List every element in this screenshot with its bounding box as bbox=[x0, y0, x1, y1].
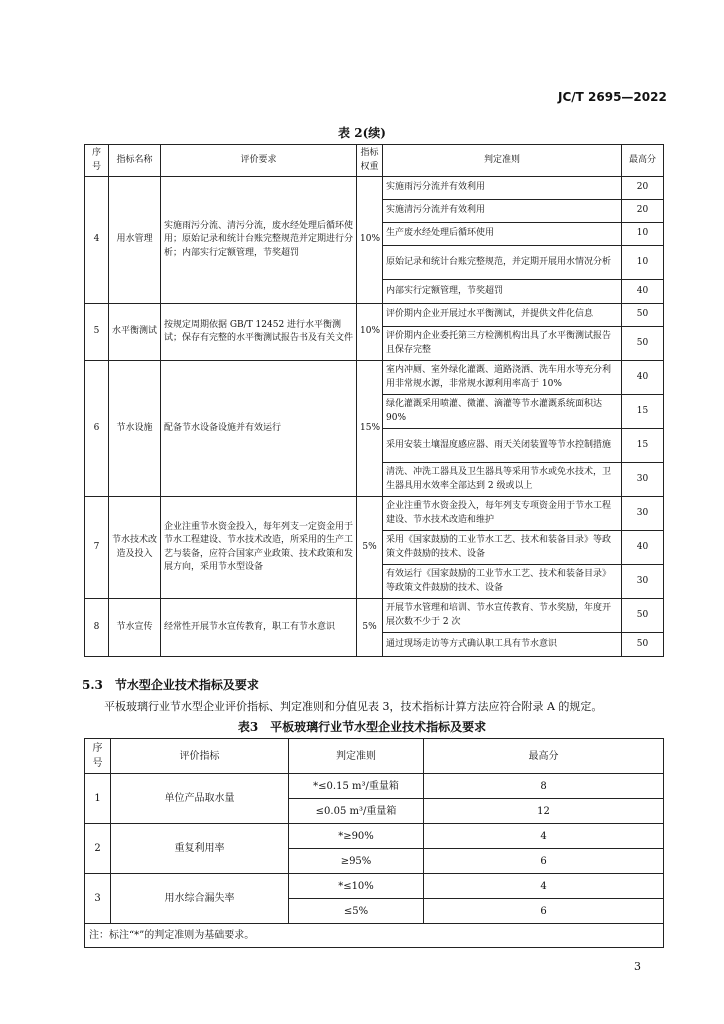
table3-header-row bbox=[85, 739, 664, 774]
indicator-weight: 5% bbox=[357, 599, 383, 657]
table-row bbox=[85, 361, 664, 395]
max-score: 10 bbox=[622, 223, 664, 246]
evaluation-requirement: 配备节水设备设施并有效运行 bbox=[161, 361, 357, 497]
criterion: 开展节水管理和培训、节水宣传教育、节水奖励，年度开展次数不少于 2 次 bbox=[383, 599, 622, 633]
table3-header-criterion: 判定准则 bbox=[289, 739, 424, 774]
max-score: 20 bbox=[622, 200, 664, 223]
max-score: 15 bbox=[622, 395, 664, 429]
item-number: 6 bbox=[85, 361, 109, 497]
table2-caption: 表 2(续) bbox=[338, 126, 386, 140]
table3-header-indicator: 评价指标 bbox=[111, 739, 289, 774]
table2-header-name: 指标名称 bbox=[109, 145, 161, 177]
table3-note-row bbox=[85, 924, 664, 948]
criterion: 绿化灌溉采用喷灌、微灌、滴灌等节水灌溉系统面积达 90% bbox=[383, 395, 622, 429]
table-row bbox=[85, 774, 664, 799]
item-number: 8 bbox=[85, 599, 109, 657]
criterion: 清洗、冲洗工器具及卫生器具等采用节水或免水技术，卫生器具用水效率全部达到 2 级或以上 bbox=[383, 463, 622, 497]
table3 bbox=[84, 738, 664, 948]
table2-header-weight: 指标权重 bbox=[357, 145, 383, 177]
max-score: 12 bbox=[424, 799, 664, 824]
max-score: 6 bbox=[424, 899, 664, 924]
item-number: 4 bbox=[85, 177, 109, 304]
criterion: 企业注重节水资金投入，每年列支专项资金用于节水工程建设、节水技术改造和维护 bbox=[383, 497, 622, 531]
table2-header-row bbox=[85, 145, 664, 177]
indicator-weight: 15% bbox=[357, 361, 383, 497]
indicator-weight: 5% bbox=[357, 497, 383, 599]
indicator-weight: 10% bbox=[357, 304, 383, 361]
evaluation-requirement: 企业注重节水资金投入，每年列支一定资金用于节水工程建设、节水技术改造，所采用的生产工艺与装备，应符合国家产业政策、技术政策和发展方向，采用节水型设备 bbox=[161, 497, 357, 599]
max-score: 10 bbox=[622, 246, 664, 280]
max-score: 50 bbox=[622, 599, 664, 633]
evaluation-requirement: 实施雨污分流、清污分流，废水经处理后循环使用；原始记录和统计台账完整规范并定期进行分析；内部实行定额管理，节奖超罚 bbox=[161, 177, 357, 304]
criterion: ≤0.05 m³/重量箱 bbox=[289, 799, 424, 824]
max-score: 8 bbox=[424, 774, 664, 799]
standard-code: JC/T 2695—2022 bbox=[558, 90, 667, 104]
max-score: 20 bbox=[622, 177, 664, 200]
item-number: 2 bbox=[85, 824, 111, 874]
item-number: 3 bbox=[85, 874, 111, 924]
criterion: 采用《国家鼓励的工业节水工艺、技术和装备目录》等政策文件鼓励的技术、设备 bbox=[383, 531, 622, 565]
max-score: 4 bbox=[424, 874, 664, 899]
item-number: 1 bbox=[85, 774, 111, 824]
table3-header-score: 最高分 bbox=[424, 739, 664, 774]
criterion: 生产废水经处理后循环使用 bbox=[383, 223, 622, 246]
criterion: *≤0.15 m³/重量箱 bbox=[289, 774, 424, 799]
max-score: 15 bbox=[622, 429, 664, 463]
max-score: 30 bbox=[622, 497, 664, 531]
criterion: 原始记录和统计台账完整规范，并定期开展用水情况分析 bbox=[383, 246, 622, 280]
criterion: *≤10% bbox=[289, 874, 424, 899]
indicator-name: 重复利用率 bbox=[111, 824, 289, 874]
indicator-name: 节水设施 bbox=[109, 361, 161, 497]
item-number: 5 bbox=[85, 304, 109, 361]
table2 bbox=[84, 144, 664, 657]
table-row bbox=[85, 304, 664, 327]
criterion: 评价期内企业委托第三方检测机构出具了水平衡测试报告且保存完整 bbox=[383, 327, 622, 361]
table-row bbox=[85, 177, 664, 200]
criterion: 评价期内企业开展过水平衡测试，并提供文件化信息 bbox=[383, 304, 622, 327]
criterion: 内部实行定额管理，节奖超罚 bbox=[383, 280, 622, 304]
max-score: 50 bbox=[622, 304, 664, 327]
indicator-name: 单位产品取水量 bbox=[111, 774, 289, 824]
criterion: 实施雨污分流并有效利用 bbox=[383, 177, 622, 200]
indicator-name: 水平衡测试 bbox=[109, 304, 161, 361]
section-paragraph: 平板玻璃行业节水型企业评价指标、判定准则和分值见表 3，技术指标计算方法应符合附录 A 的规定。 bbox=[104, 700, 603, 713]
section-heading: 5.3 节水型企业技术指标及要求 bbox=[82, 678, 259, 692]
max-score: 30 bbox=[622, 565, 664, 599]
max-score: 6 bbox=[424, 849, 664, 874]
table3-header-no: 序号 bbox=[85, 739, 111, 774]
criterion: *≥90% bbox=[289, 824, 424, 849]
table-row bbox=[85, 824, 664, 849]
table-row bbox=[85, 599, 664, 633]
max-score: 40 bbox=[622, 531, 664, 565]
evaluation-requirement: 按规定周期依据 GB/T 12452 进行水平衡测试；保存有完整的水平衡测试报告书及有关文件 bbox=[161, 304, 357, 361]
table3-caption: 表3 平板玻璃行业节水型企业技术指标及要求 bbox=[237, 720, 487, 734]
criterion: 采用安装土壤湿度感应器、雨天关闭装置等节水控制措施 bbox=[383, 429, 622, 463]
indicator-weight: 10% bbox=[357, 177, 383, 304]
table3-note: 注：标注“*”的判定准则为基础要求。 bbox=[85, 924, 664, 948]
page-number: 3 bbox=[634, 960, 641, 973]
table2-header-requirement: 评价要求 bbox=[161, 145, 357, 177]
criterion: ≤5% bbox=[289, 899, 424, 924]
criterion: 通过现场走访等方式确认职工具有节水意识 bbox=[383, 633, 622, 657]
indicator-name: 用水综合漏失率 bbox=[111, 874, 289, 924]
table2-header-score: 最高分 bbox=[622, 145, 664, 177]
table2-header-criterion: 判定准则 bbox=[383, 145, 622, 177]
max-score: 40 bbox=[622, 361, 664, 395]
criterion: ≥95% bbox=[289, 849, 424, 874]
max-score: 40 bbox=[622, 280, 664, 304]
item-number: 7 bbox=[85, 497, 109, 599]
max-score: 50 bbox=[622, 633, 664, 657]
max-score: 50 bbox=[622, 327, 664, 361]
table-row bbox=[85, 497, 664, 531]
max-score: 4 bbox=[424, 824, 664, 849]
criterion: 室内冲厕、室外绿化灌溉、道路浇洒、洗车用水等充分利用非常规水源，非常规水源利用率高于 10% bbox=[383, 361, 622, 395]
indicator-name: 节水宣传 bbox=[109, 599, 161, 657]
indicator-name: 节水技术改造及投入 bbox=[109, 497, 161, 599]
table-row bbox=[85, 874, 664, 899]
max-score: 30 bbox=[622, 463, 664, 497]
criterion: 实施清污分流并有效利用 bbox=[383, 200, 622, 223]
indicator-name: 用水管理 bbox=[109, 177, 161, 304]
table2-header-no: 序号 bbox=[85, 145, 109, 177]
evaluation-requirement: 经常性开展节水宣传教育，职工有节水意识 bbox=[161, 599, 357, 657]
criterion: 有效运行《国家鼓励的工业节水工艺、技术和装备目录》等政策文件鼓励的技术、设备 bbox=[383, 565, 622, 599]
